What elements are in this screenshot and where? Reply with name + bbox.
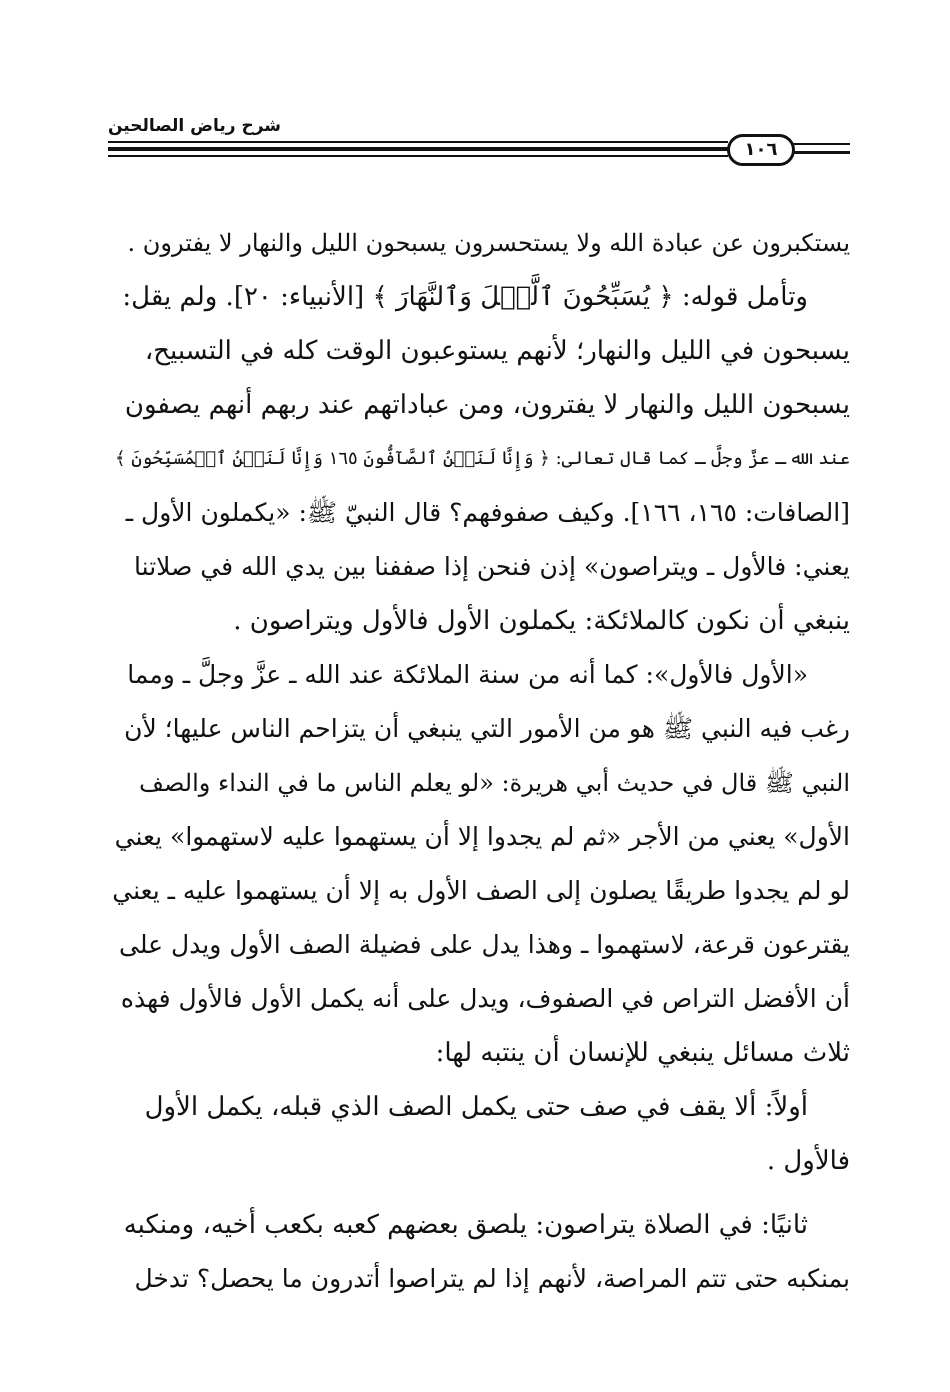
header-rule-middle <box>108 147 728 151</box>
text-line: أولاً: ألا يقف في صف حتى يكمل الصف الذي قبله، يكمل الأول <box>144 1092 808 1122</box>
text-line: لو لم يجدوا طريقًا يصلون إلى الصف الأول به إلا أن يستهموا عليه ـ يعني <box>112 876 850 905</box>
text-line: ثانيًا: في الصلاة يتراصون: يلصق بعضهم كعبه بكعب أخيه، ومنكبه <box>123 1210 808 1240</box>
text-line: رغب فيه النبي ﷺ هو من الأمور التي ينبغي أن يتزاحم الناس عليها؛ لأن <box>124 714 850 743</box>
header-rule-bottom <box>108 155 728 157</box>
text-line: فالأول . <box>766 1146 850 1176</box>
header-rule-right-bottom <box>790 151 850 154</box>
text-line: يسبحون في الليل والنهار؛ لأنهم يستوعبون الوقت كله في التسبيح، <box>144 336 850 366</box>
body-text <box>112 216 850 1306</box>
text-line: الأول» يعني من الأجر «ثم لم يجدوا إلا أن يستهموا عليه لاستهموا» يعني <box>114 822 850 851</box>
text-line: يسبحون الليل والنهار لا يفترون، ومن عباداتهم عند ربهم أنهم يصفون <box>124 390 850 420</box>
text-line: ثلاث مسائل ينبغي للإنسان أن ينتبه لها: <box>435 1038 850 1068</box>
text-line: بمنكبه حتى تتم المراصة، لأنهم إذا لم يتراصوا أتدرون ما يحصل؟ تدخل <box>134 1264 850 1293</box>
text-line: «الأول فالأول»: كما أنه من سنة الملائكة عند الله ـ عزَّ وجلَّ ـ ومما <box>127 660 808 689</box>
text-line: أن الأفضل التراص في الصفوف، ويدل على أنه يكمل الأول فالأول فهذه <box>120 984 850 1013</box>
text-line: يستكبرون عن عبادة الله ولا يستحسرون يسبحون الليل والنهار لا يفترون . <box>127 229 850 257</box>
header-rule-top <box>108 141 728 143</box>
text-line: وتأمل قوله: ﴿ يُسَبِّحُونَ ٱلَّيۡلَ وَٱلنَّهَارَ ﴾ [الأنبياء: ٢٠]. ولم يقل: <box>122 282 808 312</box>
book-title: شرح رياض الصالحين <box>108 116 282 136</box>
text-line: عند الله ـ عزَّ وجلَّ ـ كما قال تعالى: ﴿ وَإِنَّا لَنَحۡنُ ٱلصَّآفُّونَ ١٦٥ وَإِنَّا لَنَحۡنُ ٱلۡمُسَبِّحُونَ ﴾ <box>114 448 850 469</box>
text-line: يقترعون قرعة، لاستهموا ـ وهذا يدل على فضيلة الصف الأول ويدل على <box>119 930 850 959</box>
page-number: ١٠٦ <box>744 139 778 160</box>
text-line: النبي ﷺ قال في حديث أبي هريرة: «لو يعلم الناس ما في النداء والصف <box>139 769 850 797</box>
text-line: يعني: فالأول ـ ويتراصون» إذن فنحن إذا صففنا بين يدي الله في صلاتنا <box>134 552 850 581</box>
header-rule-right-top <box>790 143 850 145</box>
text-line: [الصافات: ١٦٥، ١٦٦]. وكيف صفوفهم؟ قال النبيّ ﷺ: «يكملون الأول ـ <box>125 498 850 527</box>
page-number-badge <box>727 134 795 166</box>
text-line: ينبغي أن نكون كالملائكة: يكملون الأول فالأول ويتراصون . <box>233 606 850 636</box>
